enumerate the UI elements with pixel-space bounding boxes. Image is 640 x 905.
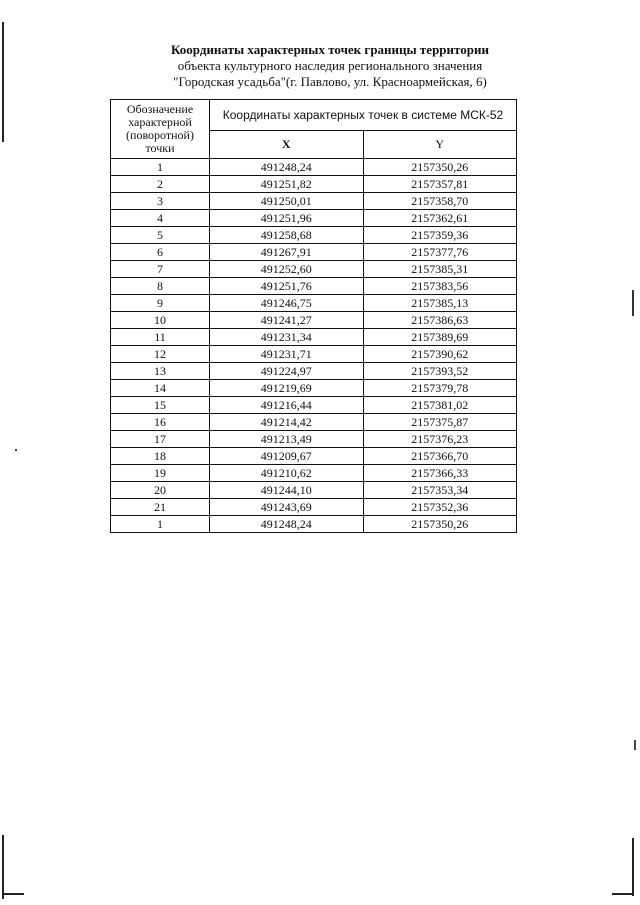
y-cell: 2157379,78 [363,380,517,397]
point-cell: 13 [111,363,210,380]
table-row [111,516,517,533]
y-cell: 2157357,81 [363,176,517,193]
point-cell: 3 [111,193,210,210]
table-row [111,312,517,329]
point-cell: 10 [111,312,210,329]
scan-edge-right-foot [612,893,634,895]
header-x: X [210,131,364,159]
point-cell: 4 [111,210,210,227]
y-cell: 2157358,70 [363,193,517,210]
point-cell: 7 [111,261,210,278]
x-cell: 491244,10 [210,482,364,499]
header-y: Y [363,131,517,159]
table-row [111,227,517,244]
y-cell: 2157385,31 [363,261,517,278]
x-cell: 491231,34 [210,329,364,346]
x-cell: 491219,69 [210,380,364,397]
table-row [111,244,517,261]
scan-edge-left-foot [2,893,24,895]
table-row [111,193,517,210]
y-cell: 2157353,34 [363,482,517,499]
y-cell: 2157389,69 [363,329,517,346]
y-cell: 2157366,70 [363,448,517,465]
y-cell: 2157352,36 [363,499,517,516]
table-row [111,176,517,193]
y-cell: 2157350,26 [363,159,517,176]
point-cell: 1 [111,516,210,533]
y-cell: 2157376,23 [363,431,517,448]
point-cell: 8 [111,278,210,295]
y-cell: 2157350,26 [363,516,517,533]
y-cell: 2157386,63 [363,312,517,329]
y-cell: 2157390,62 [363,346,517,363]
scan-edge-right-bottom [632,838,634,896]
point-cell: 14 [111,380,210,397]
point-cell: 16 [111,414,210,431]
point-cell: 17 [111,431,210,448]
table-row [111,210,517,227]
coordinates-table [110,99,517,533]
table-row [111,278,517,295]
point-cell: 11 [111,329,210,346]
x-cell: 491248,24 [210,159,364,176]
y-cell: 2157383,56 [363,278,517,295]
x-cell: 491241,27 [210,312,364,329]
table-row [111,346,517,363]
x-cell: 491224,97 [210,363,364,380]
y-cell: 2157393,52 [363,363,517,380]
x-cell: 491214,42 [210,414,364,431]
point-cell: 5 [111,227,210,244]
table-row [111,448,517,465]
table-row [111,499,517,516]
table-row [111,465,517,482]
table-row [111,431,517,448]
table-row [111,295,517,312]
point-cell: 12 [111,346,210,363]
x-cell: 491251,96 [210,210,364,227]
header-system: Координаты характерных точек в системе МСК-52 [210,100,517,131]
scan-tick-right [634,740,636,750]
scan-dot [15,449,17,451]
x-cell: 491210,62 [210,465,364,482]
document-title [0,42,640,90]
y-cell: 2157377,76 [363,244,517,261]
point-cell: 6 [111,244,210,261]
point-cell: 9 [111,295,210,312]
title-line-2: объекта культурного наследия регионального значения [177,58,483,73]
y-cell: 2157362,61 [363,210,517,227]
y-cell: 2157359,36 [363,227,517,244]
table-row [111,363,517,380]
point-cell: 19 [111,465,210,482]
table-row [111,414,517,431]
table-row [111,159,517,176]
x-cell: 491252,60 [210,261,364,278]
point-cell: 2 [111,176,210,193]
y-cell: 2157381,02 [363,397,517,414]
x-cell: 491213,49 [210,431,364,448]
x-cell: 491251,82 [210,176,364,193]
scan-edge-right-mid [632,290,634,316]
table-row [111,261,517,278]
y-cell: 2157375,87 [363,414,517,431]
table-body [111,159,517,533]
title-line-1: Координаты характерных точек границы территории [171,42,489,57]
x-cell: 491216,44 [210,397,364,414]
x-cell: 491243,69 [210,499,364,516]
x-cell: 491251,76 [210,278,364,295]
table-row [111,397,517,414]
table-row [111,329,517,346]
header-point: Обозначение характерной (поворотной) точки [111,100,210,159]
y-cell: 2157385,13 [363,295,517,312]
point-cell: 1 [111,159,210,176]
point-cell: 15 [111,397,210,414]
x-cell: 491231,71 [210,346,364,363]
table-row [111,380,517,397]
scan-edge-left-bottom [2,835,4,899]
title-line-3: "Городская усадьба"(г. Павлово, ул. Красноармейская, 6) [173,74,487,89]
y-cell: 2157366,33 [363,465,517,482]
table-row [111,482,517,499]
x-cell: 491209,67 [210,448,364,465]
point-cell: 18 [111,448,210,465]
x-cell: 491267,91 [210,244,364,261]
point-cell: 21 [111,499,210,516]
x-cell: 491246,75 [210,295,364,312]
x-cell: 491258,68 [210,227,364,244]
table-header-row [111,100,517,131]
point-cell: 20 [111,482,210,499]
x-cell: 491250,01 [210,193,364,210]
x-cell: 491248,24 [210,516,364,533]
